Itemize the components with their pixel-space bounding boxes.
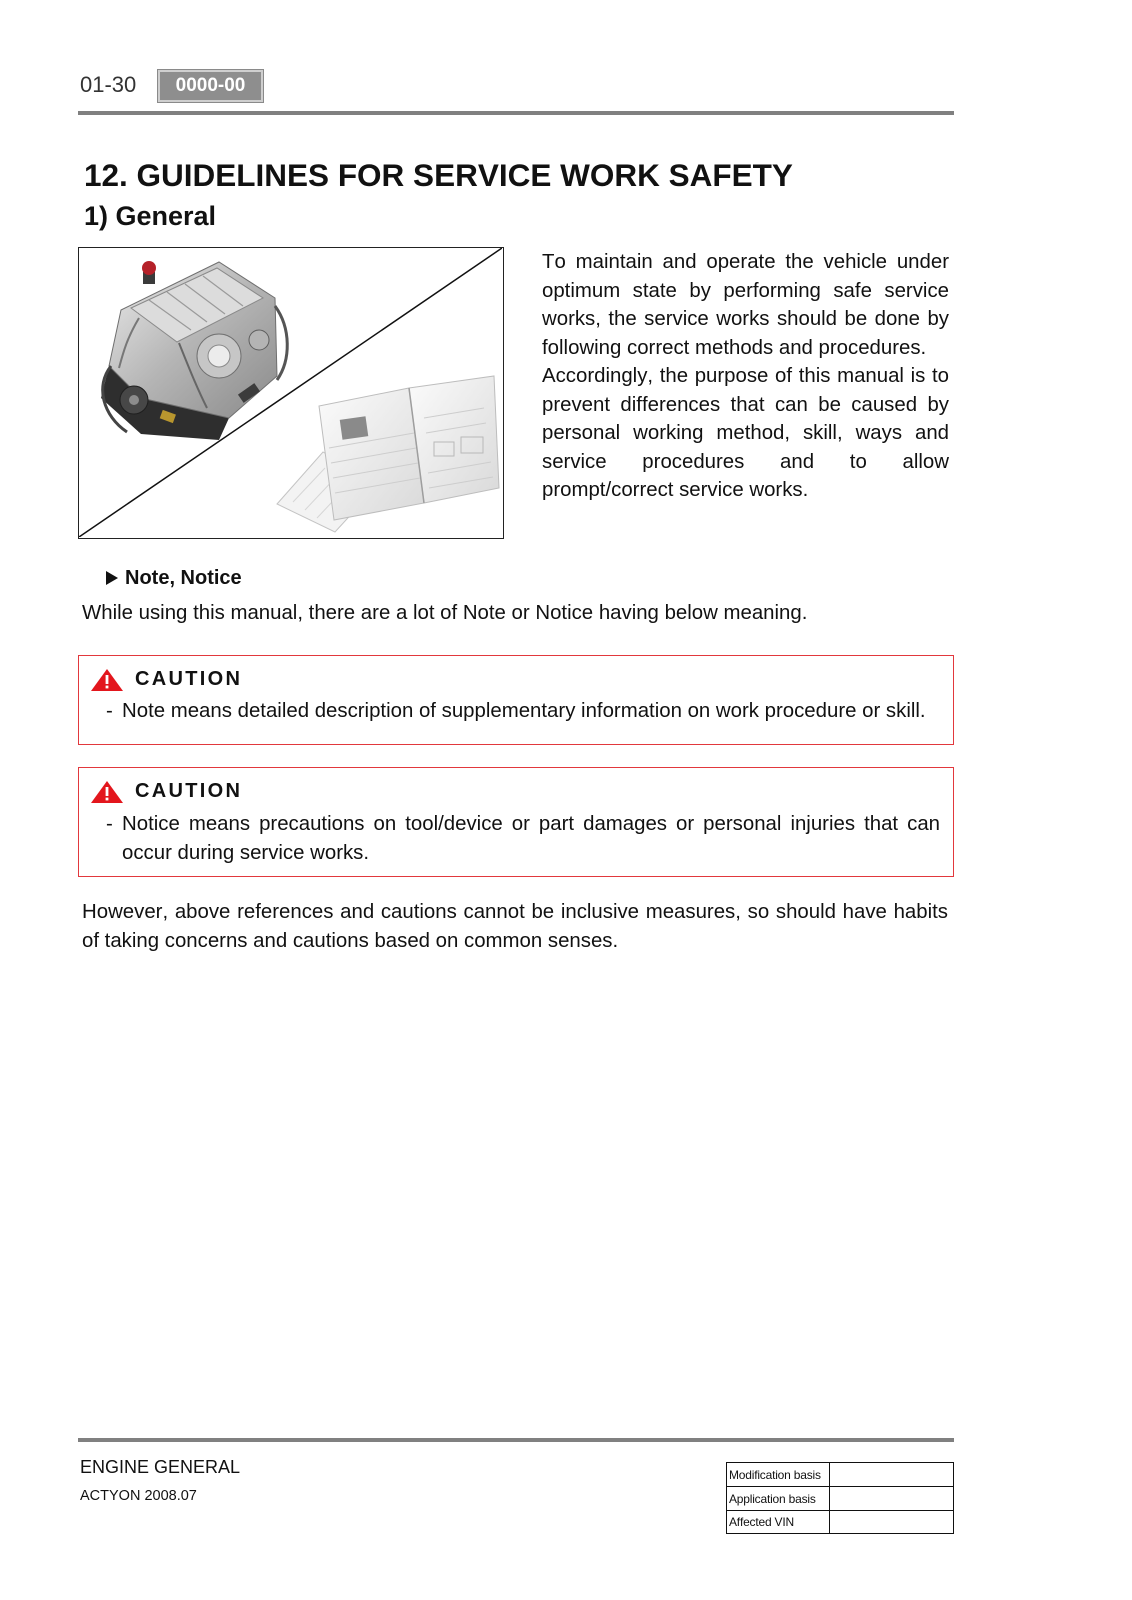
caution-text: Note means detailed description of supplementary information on work procedure or skill. [122,700,926,722]
figure-box [78,247,504,539]
table-value-cell [830,1487,954,1511]
footer-section-name: ENGINE GENERAL [80,1457,241,1477]
table-value-cell [830,1463,954,1487]
section-subtitle: 1) General [84,201,217,231]
page-number: 01-30 [80,72,137,97]
table-row [727,1487,954,1511]
warning-triangle-icon [90,780,124,804]
table-label: Modification basis [727,1463,830,1487]
caution-box [78,767,954,877]
figure-art [79,248,502,537]
intro-text [542,248,949,505]
warning-triangle-icon [90,668,124,692]
footer-rule [78,1438,954,1442]
caution-label: CAUTION [135,668,243,690]
table-row [727,1463,954,1487]
triangle-bullet-icon [106,571,118,585]
section-code-badge: 0000-00 [158,70,263,102]
caution-bullet: - [106,700,113,722]
service-manual-illustration [277,376,499,532]
intro-paragraph: Accordingly, the purpose of this manual is to prevent differences that can be caused by personal working method, skill, ways and service procedures and to allow prompt/correct service works. [542,365,949,501]
note-intro: While using this manual, there are a lot of Note or Notice having below meaning. [82,602,808,624]
table-label: Application basis [727,1487,830,1511]
intro-paragraph: To maintain and operate the vehicle under optimum state by performing safe service works, the service works should be done by following correct methods and procedures. [542,251,949,359]
header-rule [78,111,954,115]
caution-text: Notice means precautions on tool/device or part damages or personal injuries that can occur during service works. [122,813,940,864]
note-heading: Note, Notice [125,567,242,589]
caution-label: CAUTION [135,780,243,802]
closing-paragraph: However, above references and cautions cannot be inclusive measures, so should have habits of taking concerns and cautions based on common senses. [82,901,948,952]
footer-edition: ACTYON 2008.07 [80,1488,197,1504]
table-row [727,1511,954,1534]
caution-box [78,655,954,745]
caution-bullet: - [106,813,113,835]
page-title: 12. GUIDELINES FOR SERVICE WORK SAFETY [84,157,793,193]
table-label: Affected VIN [727,1511,830,1534]
table-value-cell [830,1511,954,1534]
revision-info-table [726,1462,954,1534]
